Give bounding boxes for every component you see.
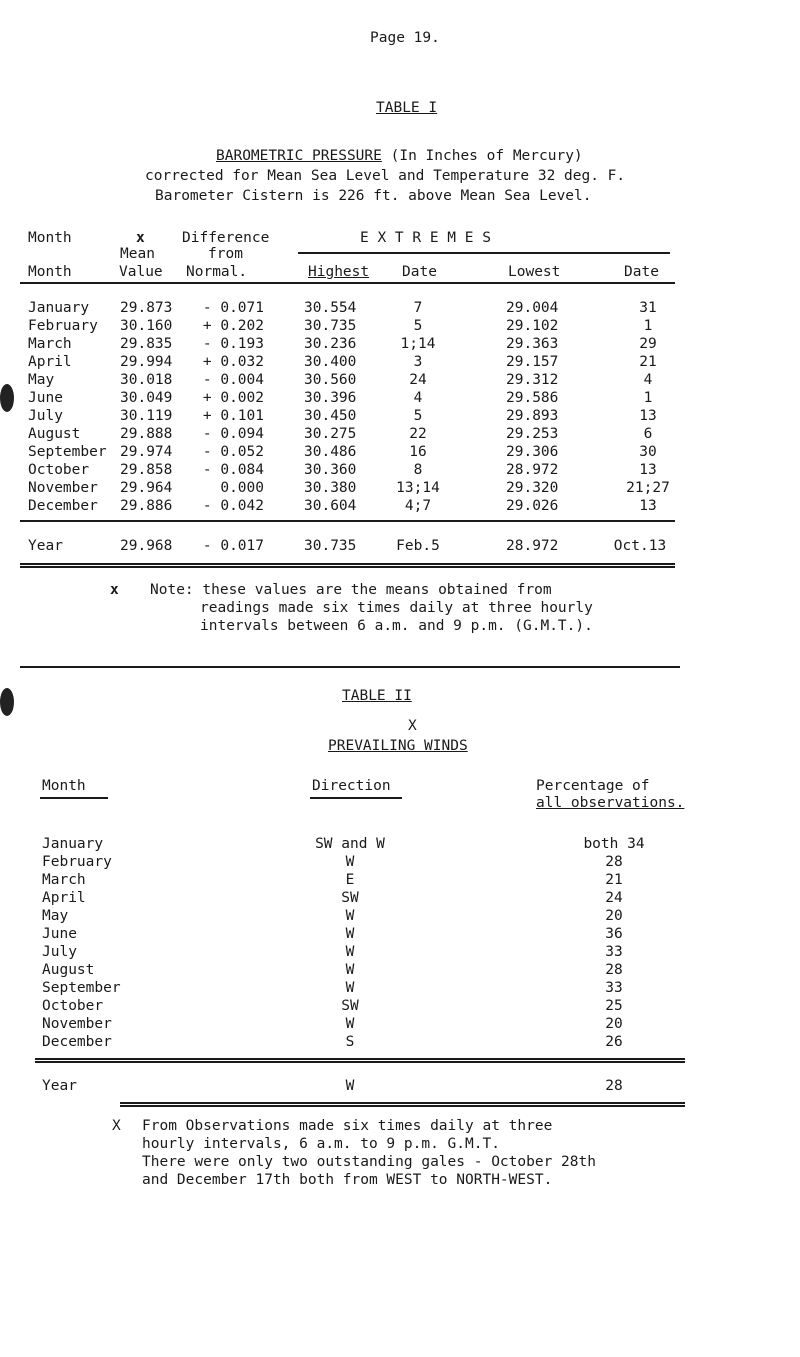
- lowest-cell: 29.253: [506, 426, 559, 442]
- t2-note-line-3: There were only two outstanding gales - October 28th: [142, 1154, 596, 1170]
- table-row: [0, 908, 800, 928]
- table-row: [0, 962, 800, 982]
- mean-cell: 29.994: [120, 354, 173, 370]
- highest-cell: 30.380: [304, 480, 357, 496]
- diff-cell: + 0.002: [202, 390, 264, 406]
- t2-header-percentage-1: Percentage of: [536, 778, 650, 794]
- mean-cell: 29.888: [120, 426, 173, 442]
- t1-header-value: Value: [119, 264, 163, 280]
- percentage-cell: 36: [605, 926, 623, 942]
- month-cell: July: [28, 408, 63, 424]
- percentage-cell: 20: [605, 908, 623, 924]
- hdate-cell: 22: [409, 426, 427, 442]
- month-cell: August: [28, 426, 81, 442]
- binder-hole-mark: [0, 384, 14, 412]
- diff-cell: - 0.071: [202, 300, 264, 316]
- table-row: [0, 372, 800, 392]
- hdate-cell: 4: [413, 390, 423, 406]
- hdate-cell: 8: [413, 462, 423, 478]
- t1-header-extremes: E X T R E M E S: [360, 230, 491, 246]
- direction-cell: W: [345, 854, 355, 870]
- lowest-cell: 29.004: [506, 300, 559, 316]
- diff-cell: - 0.042: [202, 498, 264, 514]
- mean-cell: 29.964: [120, 480, 173, 496]
- t1-header-month-top: Month: [28, 230, 72, 246]
- table-row: [0, 318, 800, 338]
- year-direction: W: [345, 1078, 355, 1094]
- highest-cell: 30.560: [304, 372, 357, 388]
- table-row: [0, 980, 800, 1000]
- direction-cell: W: [345, 944, 355, 960]
- ldate-cell: 13: [639, 498, 657, 514]
- ldate-cell: 21: [639, 354, 657, 370]
- diff-cell: + 0.202: [202, 318, 264, 334]
- highest-cell: 30.604: [304, 498, 357, 514]
- table-row: [0, 890, 800, 910]
- highest-cell: 30.486: [304, 444, 357, 460]
- diff-cell: + 0.032: [202, 354, 264, 370]
- percentage-cell: 25: [605, 998, 623, 1014]
- table-row: [0, 300, 800, 320]
- t2-header-direction: Direction: [312, 778, 391, 794]
- hdate-cell: 4;7: [404, 498, 432, 514]
- highest-cell: 30.275: [304, 426, 357, 442]
- table1-subtitle-1: corrected for Mean Sea Level and Temperature 32 deg. F.: [145, 168, 626, 184]
- month-cell: June: [28, 390, 63, 406]
- table2-title: PREVAILING WINDS: [328, 738, 468, 754]
- month-cell: March: [42, 872, 86, 888]
- t1-header-date: Date: [402, 264, 437, 280]
- binder-hole-mark: [0, 688, 14, 716]
- direction-cell: SW and W: [315, 836, 385, 852]
- lowest-cell: 29.363: [506, 336, 559, 352]
- direction-cell: W: [345, 908, 355, 924]
- t1-header-mean: Mean: [120, 246, 155, 262]
- t1-note-line-3: intervals between 6 a.m. and 9 p.m. (G.M.T.).: [200, 618, 593, 634]
- table1-label: TABLE I: [376, 100, 438, 116]
- t1-header-month: Month: [28, 264, 72, 280]
- lowest-cell: 29.102: [506, 318, 559, 334]
- percentage-cell: 24: [605, 890, 623, 906]
- t1-header-date-2: Date: [624, 264, 659, 280]
- highest-cell: 30.396: [304, 390, 357, 406]
- t2-body-rule-2: [35, 1061, 685, 1063]
- direction-cell: E: [345, 872, 355, 888]
- direction-cell: W: [345, 980, 355, 996]
- lowest-cell: 28.972: [506, 462, 559, 478]
- t2-direction-rule: [310, 797, 402, 799]
- mean-cell: 29.974: [120, 444, 173, 460]
- ldate-cell: 1: [643, 318, 653, 334]
- lowest-cell: 29.893: [506, 408, 559, 424]
- table-row: [0, 336, 800, 356]
- hdate-cell: 7: [413, 300, 423, 316]
- year-label: Year: [28, 538, 63, 554]
- highest-cell: 30.450: [304, 408, 357, 424]
- table-row: [0, 444, 800, 464]
- table-row: [0, 354, 800, 374]
- t2-note-line-4: and December 17th both from WEST to NORTH-WEST.: [142, 1172, 553, 1188]
- table-row: [0, 408, 800, 428]
- year-label: Year: [42, 1078, 77, 1094]
- month-cell: November: [28, 480, 98, 496]
- highest-cell: 30.554: [304, 300, 357, 316]
- year-hdate: Feb.5: [396, 538, 440, 554]
- t2-body-rule-1: [35, 1058, 685, 1060]
- ldate-cell: 29: [639, 336, 657, 352]
- month-cell: May: [28, 372, 55, 388]
- ldate-cell: 13: [639, 408, 657, 424]
- t1-year-rule-2: [20, 566, 675, 568]
- percentage-cell: 21: [605, 872, 623, 888]
- year-percentage: 28: [605, 1078, 623, 1094]
- t1-note-line-2: readings made six times daily at three hourly: [200, 600, 593, 616]
- direction-cell: SW: [341, 998, 359, 1014]
- t1-note-line-1: Note: these values are the means obtained from: [150, 582, 552, 598]
- t1-body-rule: [20, 520, 675, 522]
- extremes-rule: [298, 252, 670, 254]
- ldate-cell: 4: [643, 372, 653, 388]
- table-row: [0, 836, 800, 856]
- table-row: [0, 498, 800, 518]
- ldate-cell: 31: [639, 300, 657, 316]
- table2-label: TABLE II: [342, 688, 412, 704]
- table-row: [0, 390, 800, 410]
- t1-note-marker: x: [110, 582, 119, 598]
- lowest-cell: 29.312: [506, 372, 559, 388]
- month-cell: December: [42, 1034, 112, 1050]
- month-cell: December: [28, 498, 98, 514]
- month-cell: January: [42, 836, 104, 852]
- month-cell: March: [28, 336, 72, 352]
- year-row: [0, 1078, 800, 1098]
- month-cell: January: [28, 300, 90, 316]
- mean-cell: 30.018: [120, 372, 173, 388]
- table1-title-rest: (In Inches of Mercury): [381, 148, 583, 164]
- mean-cell: 29.873: [120, 300, 173, 316]
- t1-header-from: from: [208, 246, 243, 262]
- diff-cell: - 0.084: [202, 462, 264, 478]
- lowest-cell: 29.586: [506, 390, 559, 406]
- month-cell: September: [28, 444, 107, 460]
- section-separator: [20, 666, 680, 668]
- month-cell: October: [42, 998, 104, 1014]
- hdate-cell: 13;14: [396, 480, 440, 496]
- month-cell: April: [42, 890, 86, 906]
- lowest-cell: 29.306: [506, 444, 559, 460]
- table1-title-main: BAROMETRIC PRESSURE: [216, 148, 382, 164]
- mean-cell: 29.858: [120, 462, 173, 478]
- month-cell: September: [42, 980, 121, 996]
- table-row: [0, 872, 800, 892]
- hdate-cell: 1;14: [400, 336, 436, 352]
- table-row: [0, 462, 800, 482]
- diff-cell: - 0.094: [202, 426, 264, 442]
- t2-month-rule: [40, 797, 108, 799]
- mean-cell: 30.119: [120, 408, 173, 424]
- mean-cell: 29.886: [120, 498, 173, 514]
- highest-cell: 30.735: [304, 318, 357, 334]
- mean-cell: 30.049: [120, 390, 173, 406]
- hdate-cell: 16: [409, 444, 427, 460]
- diff-cell: - 0.193: [202, 336, 264, 352]
- t1-header-star: x: [136, 230, 145, 246]
- percentage-cell: both 34: [583, 836, 645, 852]
- table-row: [0, 1034, 800, 1054]
- ldate-cell: 30: [639, 444, 657, 460]
- table-row: [0, 1016, 800, 1036]
- t2-header-percentage-2: all observations.: [536, 795, 685, 811]
- table-row: [0, 426, 800, 446]
- t2-year-rule-1: [120, 1102, 685, 1104]
- highest-cell: 30.400: [304, 354, 357, 370]
- year-lowest: 28.972: [506, 538, 559, 554]
- hdate-cell: 5: [413, 318, 423, 334]
- month-cell: May: [42, 908, 69, 924]
- lowest-cell: 29.320: [506, 480, 559, 496]
- direction-cell: W: [345, 926, 355, 942]
- lowest-cell: 29.157: [506, 354, 559, 370]
- year-mean: 29.968: [120, 538, 173, 554]
- t1-header-normal: Normal.: [186, 264, 248, 280]
- hdate-cell: 3: [413, 354, 423, 370]
- hdate-cell: 5: [413, 408, 423, 424]
- month-cell: August: [42, 962, 95, 978]
- highest-cell: 30.236: [304, 336, 357, 352]
- percentage-cell: 26: [605, 1034, 623, 1050]
- lowest-cell: 29.026: [506, 498, 559, 514]
- percentage-cell: 20: [605, 1016, 623, 1032]
- direction-cell: W: [345, 1016, 355, 1032]
- mean-cell: 29.835: [120, 336, 173, 352]
- year-ldate: Oct.13: [613, 538, 667, 554]
- year-row: [0, 538, 800, 558]
- t1-year-rule-1: [20, 563, 675, 565]
- table-row: [0, 854, 800, 874]
- month-cell: February: [28, 318, 98, 334]
- page-number: Page 19.: [370, 30, 440, 46]
- direction-cell: S: [345, 1034, 355, 1050]
- month-cell: July: [42, 944, 77, 960]
- t2-year-rule-2: [120, 1105, 685, 1107]
- month-cell: April: [28, 354, 72, 370]
- diff-cell: - 0.052: [202, 444, 264, 460]
- ldate-cell: 1: [643, 390, 653, 406]
- table-row: [0, 480, 800, 500]
- diff-cell: + 0.101: [202, 408, 264, 424]
- month-cell: October: [28, 462, 90, 478]
- table2-marker: X: [408, 718, 417, 734]
- direction-cell: SW: [341, 890, 359, 906]
- t2-note-marker: X: [112, 1118, 121, 1134]
- ldate-cell: 6: [643, 426, 653, 442]
- percentage-cell: 28: [605, 962, 623, 978]
- direction-cell: W: [345, 962, 355, 978]
- t1-header-highest: Highest: [308, 264, 370, 280]
- mean-cell: 30.160: [120, 318, 173, 334]
- diff-cell: 0.000: [220, 480, 264, 496]
- year-highest: 30.735: [304, 538, 357, 554]
- table-row: [0, 998, 800, 1018]
- table-row: [0, 926, 800, 946]
- month-cell: February: [42, 854, 112, 870]
- t2-note-line-1: From Observations made six times daily at three: [142, 1118, 553, 1134]
- diff-cell: - 0.004: [202, 372, 264, 388]
- ldate-cell: 13: [639, 462, 657, 478]
- highest-cell: 30.360: [304, 462, 357, 478]
- percentage-cell: 33: [605, 944, 623, 960]
- table1-title: [216, 148, 583, 164]
- t2-header-month: Month: [42, 778, 86, 794]
- t1-header-rule: [20, 282, 675, 284]
- t2-note-line-2: hourly intervals, 6 a.m. to 9 p.m. G.M.T.: [142, 1136, 500, 1152]
- percentage-cell: 33: [605, 980, 623, 996]
- t1-header-difference: Difference: [182, 230, 270, 246]
- month-cell: November: [42, 1016, 112, 1032]
- ldate-cell: 21;27: [626, 480, 670, 496]
- year-diff: - 0.017: [202, 538, 264, 554]
- table-row: [0, 944, 800, 964]
- hdate-cell: 24: [409, 372, 427, 388]
- percentage-cell: 28: [605, 854, 623, 870]
- table1-subtitle-2: Barometer Cistern is 226 ft. above Mean Sea Level.: [155, 188, 592, 204]
- month-cell: June: [42, 926, 77, 942]
- t1-header-lowest: Lowest: [508, 264, 561, 280]
